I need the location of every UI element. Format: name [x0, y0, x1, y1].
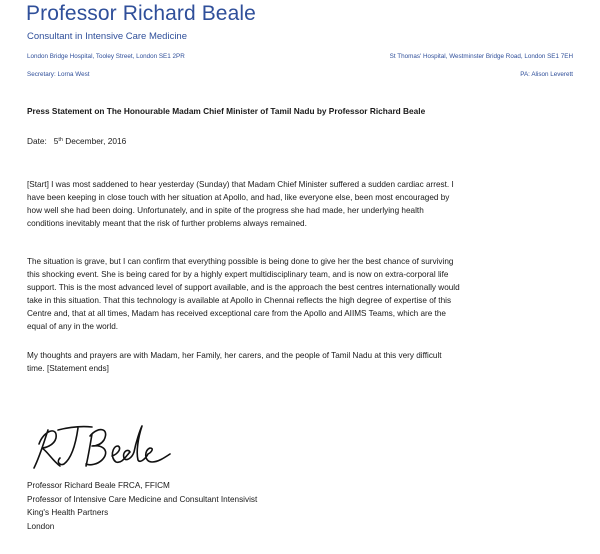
letterhead-name: Professor Richard Beale — [26, 2, 256, 25]
date-row — [27, 136, 126, 146]
paragraph-line: The situation is grave, but I can confirm that everything possible is being done to give her the best chance of surviving — [27, 257, 454, 266]
paragraph-line: this shocking event. She is being cared for by a highly expert multidisciplinary team, and is now on extra-corporal life — [27, 270, 449, 279]
statement-heading: Press Statement on The Honourable Madam Chief Minister of Tamil Nadu by Professor Richard Beale — [27, 106, 426, 116]
date-rest: December, 2016 — [65, 136, 127, 146]
paragraph-line: support. This is the most advanced level of support available, and is the approach the best centres internationally would — [27, 283, 460, 292]
paragraph-line: [Start] I was most saddened to hear yesterday (Sunday) that Madam Chief Minister suffered a sudden cardiac arrest. I — [27, 180, 454, 189]
address-right: St Thomas' Hospital, Westminster Bridge Road, London SE1 7EH — [389, 53, 573, 60]
date-suffix: th — [58, 137, 63, 143]
paragraph-line: My thoughts and prayers are with Madam, her Family, her carers, and the people of Tamil Nadu at this very difficult — [27, 351, 442, 360]
paragraph-2 — [27, 255, 589, 333]
signatory-organisation: King's Health Partners — [27, 508, 109, 517]
signature-drawing — [30, 418, 180, 474]
paragraph-line: how well she had been doing. Unfortunately, and in spite of the progress she had made, her underlying health — [27, 206, 424, 215]
paragraph-line: equal of any in the world. — [27, 322, 119, 331]
paragraph-line: conditions inevitably meant that the risk of further problems always remained. — [27, 219, 307, 228]
paragraph-1 — [27, 178, 589, 230]
date-label: Date: — [27, 136, 47, 146]
paragraph-line: have been keeping in close touch with her situation at Apollo, and had, like everyone else, been most encouraged by — [27, 193, 450, 202]
paragraph-line: Centre and, that at all times, Madam has received exceptional care from the Apollo and AIIMS Teams, which are the — [27, 309, 446, 318]
secretary-line: Secretary: Lorna West — [27, 71, 90, 78]
signatory-role: Professor of Intensive Care Medicine and Consultant Intensivist — [27, 494, 258, 504]
signatory-name: Professor Richard Beale FRCA, FFICM — [27, 481, 170, 490]
address-left: London Bridge Hospital, Tooley Street, London SE1 2PR — [27, 53, 185, 60]
signatory-city: London — [27, 521, 55, 531]
letterhead-title: Consultant in Intensive Care Medicine — [27, 31, 188, 42]
paragraph-line: time. [Statement ends] — [27, 364, 109, 373]
pa-line: PA: Alison Leverett — [520, 71, 573, 78]
date-day: 5 — [53, 136, 59, 146]
paragraph-line: take in this situation. That this technology is available at Apollo in Chennai reflects the high degree of expertise of this — [27, 296, 452, 305]
signature-block — [27, 479, 257, 533]
paragraph-3 — [27, 349, 589, 375]
handwritten-signature — [30, 418, 180, 479]
